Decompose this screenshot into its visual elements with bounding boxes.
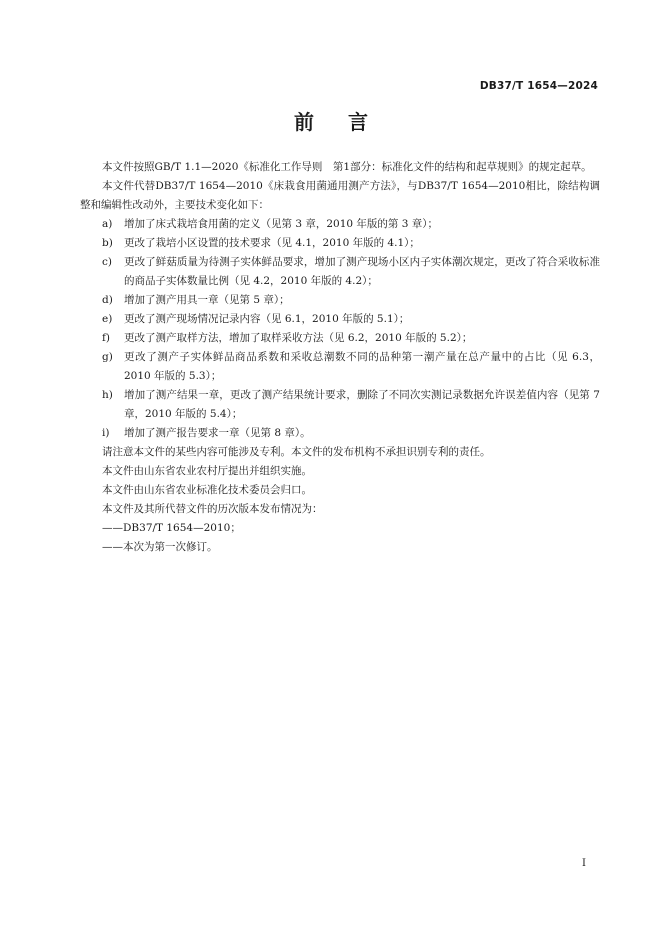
list-marker: f) — [102, 332, 110, 344]
list-item — [102, 348, 600, 386]
list-item — [102, 386, 600, 424]
history-item: ——本次为第一次修订。 — [102, 541, 218, 553]
list-item — [102, 291, 600, 310]
list-item — [102, 310, 600, 329]
changes-list — [80, 215, 600, 443]
list-text: 更改了测产取样方法，增加了取样采收方法（见 6.2，2010 年版的 5.2）； — [124, 332, 473, 344]
history-item: ——DB37/T 1654—2010； — [102, 522, 241, 534]
list-text: 更改了测产现场情况记录内容（见 6.1，2010 年版的 5.1）； — [124, 313, 410, 325]
list-text: 更改了栽培小区设置的技术要求（见 4.1，2010 年版的 4.1）； — [124, 237, 420, 249]
list-marker: h) — [102, 389, 113, 401]
list-marker: g) — [102, 351, 113, 363]
list-item — [102, 329, 600, 348]
list-text: 增加了测产结果一章，更改了测产结果统计要求，删除了不同次实测记录数据允许误差值内容（见第 7 章，2010 年版的 5.4）； — [124, 389, 600, 420]
page-number: I — [582, 858, 586, 869]
committee-notice: 本文件由山东省农业标准化技术委员会归口。 — [102, 484, 312, 496]
list-text: 更改了测产子实体鲜品商品系数和采收总潮数不同的品种第一潮产量在总产量中的占比（见 6.3，2010 年版的 5.3）； — [124, 351, 600, 382]
history-intro: 本文件及其所代替文件的历次版本发布情况为： — [102, 503, 323, 515]
list-marker: e) — [102, 313, 113, 325]
list-marker: c) — [102, 256, 112, 268]
proposer-notice: 本文件由山东省农业农村厅提出并组织实施。 — [102, 465, 312, 477]
list-text: 增加了床式栽培食用菌的定义（见第 3 章，2010 年版的第 3 章）； — [124, 218, 439, 230]
list-item — [102, 234, 600, 253]
list-marker: b) — [102, 237, 113, 249]
list-marker: d) — [102, 294, 113, 306]
list-item — [102, 424, 600, 443]
list-text: 增加了测产报告要求一章（见第 8 章）。 — [124, 427, 311, 439]
list-item — [102, 253, 600, 291]
list-text: 更改了鲜菇质量为待测子实体鲜品要求，增加了测产现场小区内子实体潮次规定，更改了符合采收标准的商品子实体数量比例（见 4.2，2010 年版的 4.2）； — [124, 256, 600, 287]
standard-code: DB37/T 1654—2024 — [479, 80, 598, 92]
patent-notice: 请注意本文件的某些内容可能涉及专利。本文件的发布机构不承担识别专利的责任。 — [102, 446, 491, 458]
list-item — [102, 215, 600, 234]
document-body — [80, 158, 600, 557]
list-marker: i) — [102, 427, 110, 439]
page-title: 前言 — [294, 110, 402, 134]
list-marker: a) — [102, 218, 113, 230]
intro-paragraph-2: 本文件代替DB37/T 1654—2010《床栽食用菌通用测产方法》，与DB37/T 1654—2010相比，除结构调整和编辑性改动外，主要技术变化如下： — [80, 180, 600, 211]
intro-paragraph-1: 本文件按照GB/T 1.1—2020《标准化工作导则 第1部分：标准化文件的结构和起草规则》的规定起草。 — [102, 161, 592, 173]
list-text: 增加了测产用具一章（见第 5 章）； — [124, 294, 290, 306]
